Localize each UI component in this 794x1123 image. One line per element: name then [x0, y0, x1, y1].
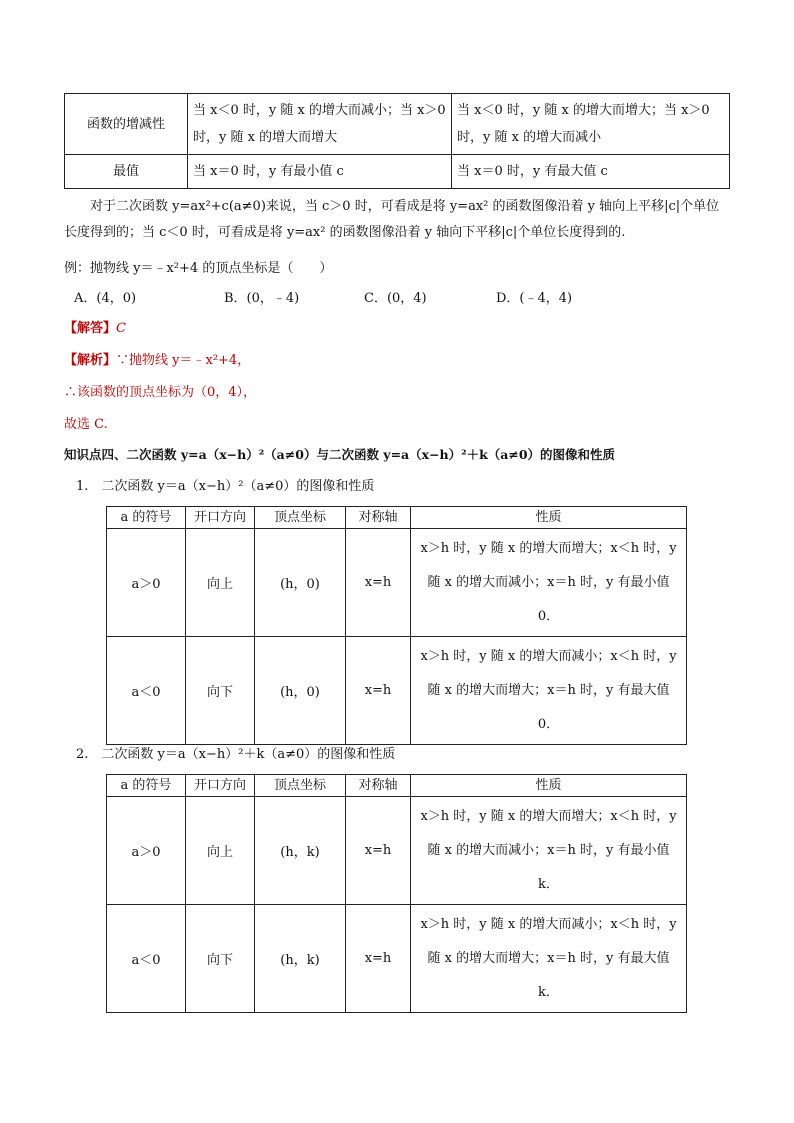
- answer-label: 【解答】: [64, 321, 117, 336]
- cell-axis: x=h: [346, 529, 411, 637]
- cell-sign: a＜0: [107, 905, 186, 1013]
- table-row: [107, 637, 687, 745]
- option-b: B．(0，﹣4): [224, 291, 300, 306]
- cell-sign: a＞0: [107, 797, 186, 905]
- header-direction: 开口方向: [186, 507, 255, 529]
- cell-property: x＞h 时，y 随 x 的增大而增大；x＜h 时，y 随 x 的增大而减小；x＝h 时，y 有最小值 0．: [411, 529, 687, 637]
- cell-right: 当 x＜0 时，y 随 x 的增大而增大；当 x＞0 时，y 随 x 的增大而减小: [452, 94, 730, 155]
- answer-line: [64, 316, 730, 342]
- answer-value: C: [116, 321, 126, 336]
- header-direction: 开口方向: [186, 775, 255, 797]
- part1-title: 1. 二次函数 y＝a（x−h）²（a≠0）的图像和性质: [76, 479, 375, 494]
- cell-left: 当 x＜0 时，y 随 x 的增大而减小；当 x＞0 时，y 随 x 的增大而增大: [188, 94, 452, 155]
- cell-left: 当 x＝0 时，y 有最小值 c: [188, 155, 452, 189]
- example-options: [64, 286, 730, 312]
- row-label: 函数的增减性: [65, 94, 188, 155]
- cell-property: x＞h 时，y 随 x 的增大而减小；x＜h 时，y 随 x 的增大而增大；x＝h 时，y 有最大值 k．: [411, 905, 687, 1013]
- example-question: 例：抛物线 y＝﹣x²+4 的顶点坐标是（ ）: [64, 261, 333, 276]
- header-sign: a 的符号: [107, 507, 186, 529]
- cell-property: x＞h 时，y 随 x 的增大而增大；x＜h 时，y 随 x 的增大而减小；x＝h 时，y 有最小值 k．: [411, 797, 687, 905]
- properties-table-top: [64, 93, 730, 189]
- analysis-text: ∵抛物线 y＝﹣x²+4，: [116, 353, 251, 368]
- table-row: [107, 797, 687, 905]
- header-vertex: 顶点坐标: [255, 775, 346, 797]
- cell-direction: 向上: [186, 529, 255, 637]
- row-label: 最值: [65, 155, 188, 189]
- properties-table-1: [106, 506, 687, 745]
- cell-axis: x=h: [346, 797, 411, 905]
- table-row: [107, 905, 687, 1013]
- part2-title: 2. 二次函数 y＝a（x−h）²＋k（a≠0）的图像和性质: [76, 747, 396, 762]
- cell-vertex: (h，k): [255, 797, 346, 905]
- table-header-row: [107, 775, 687, 797]
- header-property: 性质: [411, 507, 687, 529]
- cell-vertex: (h，0): [255, 529, 346, 637]
- header-sign: a 的符号: [107, 775, 186, 797]
- analysis-line-1: [64, 348, 730, 374]
- table-header-row: [107, 507, 687, 529]
- table-row: [107, 529, 687, 637]
- option-a: A．(4，0): [74, 291, 137, 306]
- cell-axis: x=h: [346, 905, 411, 1013]
- cell-direction: 向下: [186, 637, 255, 745]
- table-row: [65, 155, 730, 189]
- cell-vertex: (h，k): [255, 905, 346, 1013]
- translation-paragraph: 对于二次函数 y=ax²+c(a≠0)来说，当 c＞0 时，可看成是将 y=ax² 的函数图像沿着 y 轴向上平移|c|个单位长度得到的；当 c＜0 时，可看成是将 y=ax² 的函数图像沿着 y 轴向下平移|c|个单位长度得到的.: [64, 199, 720, 240]
- cell-direction: 向上: [186, 797, 255, 905]
- analysis-line-3: 故选 C.: [64, 417, 108, 432]
- header-axis: 对称轴: [346, 775, 411, 797]
- analysis-label: 【解析】: [64, 353, 117, 368]
- cell-direction: 向下: [186, 905, 255, 1013]
- header-axis: 对称轴: [346, 507, 411, 529]
- cell-vertex: (h，0): [255, 637, 346, 745]
- header-vertex: 顶点坐标: [255, 507, 346, 529]
- cell-sign: a＜0: [107, 637, 186, 745]
- cell-property: x＞h 时，y 随 x 的增大而减小；x＜h 时，y 随 x 的增大而增大；x＝h 时，y 有最大值 0．: [411, 637, 687, 745]
- section-title: 知识点四、二次函数 y=a（x−h）²（a≠0）与二次函数 y=a（x−h）²＋k（a≠0）的图像和性质: [64, 447, 616, 462]
- cell-sign: a＞0: [107, 529, 186, 637]
- option-c: C．(0，4): [364, 291, 427, 306]
- analysis-line-2: ∴该函数的顶点坐标为（0，4），: [64, 385, 257, 400]
- cell-right: 当 x＝0 时，y 有最大值 c: [452, 155, 730, 189]
- option-d: D．(﹣4，4): [496, 291, 573, 306]
- header-property: 性质: [411, 775, 687, 797]
- cell-axis: x=h: [346, 637, 411, 745]
- table-row: [65, 94, 730, 155]
- properties-table-2: [106, 774, 687, 1013]
